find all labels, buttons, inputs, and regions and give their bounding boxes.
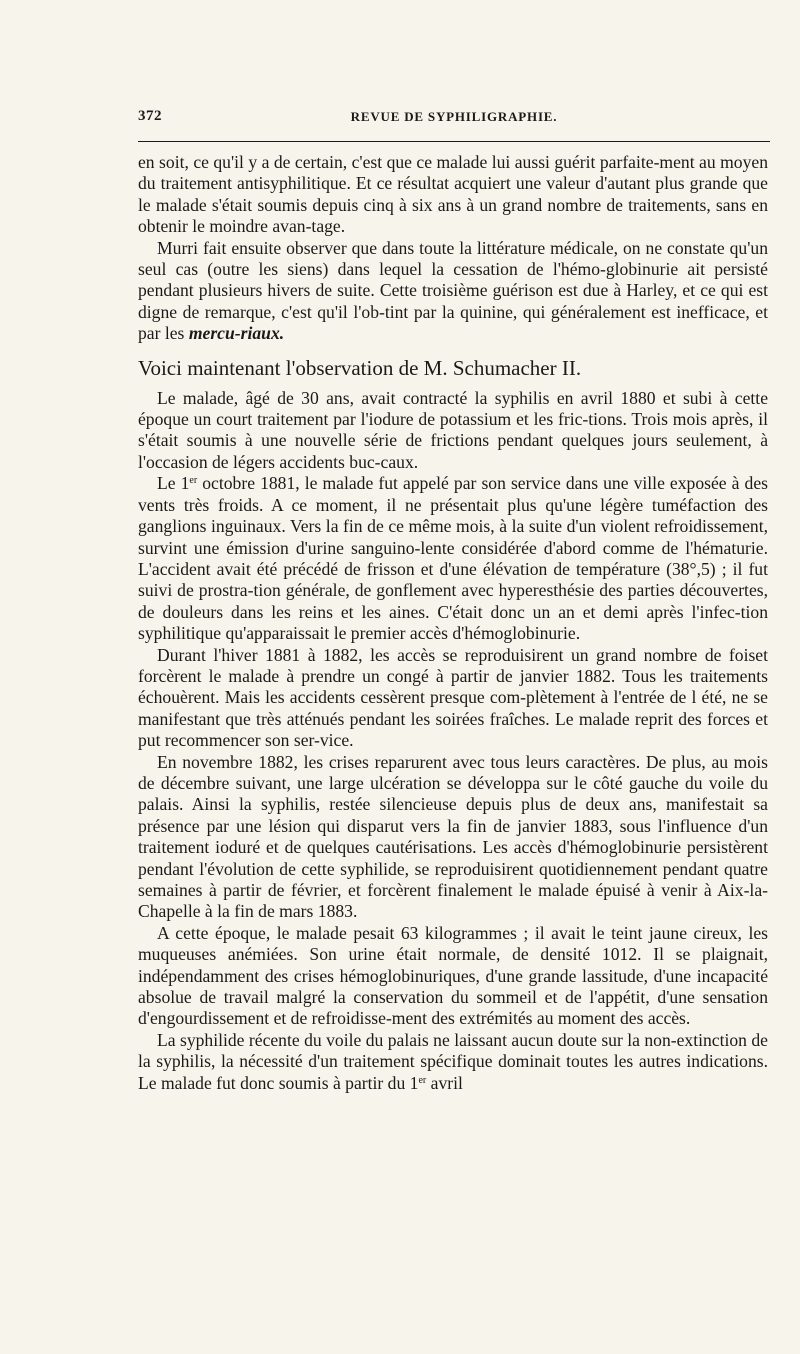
section-heading: Voici maintenant l'observation de M. Schumacher II. xyxy=(138,355,582,380)
paragraph-6: En novembre 1882, les crises reparurent avec tous leurs caractères. De plus, au mois de décembre suivant, une large ulcération se développa sur le côté gauche du voile du palais. Ainsi la syphilis, restée silencieuse depuis plus de deux ans, manifestait sa présence par une lésion qui disparut vers la fin de janvier 1883, sous l'influence d'un traitement ioduré et de quelques cautérisations. Les accès d'hémoglobinurie persistèrent pendant l'évolution de cette syphilide, se reproduisirent quotidiennement pendant quatre semaines à partir de février, et forcèrent finalement le malade épuisé à venir à Aix-la-Chapelle à la fin de mars 1883. xyxy=(138,751,768,922)
paragraph-4-lead: Le 1 xyxy=(157,473,190,494)
paragraph-8-tail: avril xyxy=(426,1072,463,1093)
paragraph-2-emphasis: mercu-riaux. xyxy=(188,323,285,344)
paragraph-4-text: octobre 1881, le malade fut appelé par son service dans une ville exposée à des vents très froids. A ce moment, il ne présentait plus qu'une légère tuméfaction des ganglions inguinaux. Vers la fin de ce même mois, à la suite d'un violent refroidissement, survint une émission d'urine sanguino-lente considérée d'abord comme de l'hématurie. L'accident avait été précédé de frisson et d'une élévation de température (38°,5) ; il fut suivi de prostra-tion générale, de gonflement avec hyperesthésie des parties découvertes, de douleurs dans les reins et les aines. C'était donc un an et demi après l'infec-tion syphilitique qu'apparaissait le premier accès d'hémoglobinurie. xyxy=(138,473,768,644)
body-text xyxy=(138,152,768,1094)
paragraph-4 xyxy=(138,473,768,644)
paragraph-7: A cette époque, le malade pesait 63 kilogrammes ; il avait le teint jaune cireux, les muqueuses anémiées. Son urine était normale, de densité 1012. Il se plaignait, indépendamment des crises hémoglobinuriques, d'une grande lassitude, d'une incapacité absolue de travail malgré la conservation du sommeil et de l'appétit, d'une sensation d'engourdissement et de refroidisse-ment des extrémités au moment des accès. xyxy=(138,922,768,1029)
paragraph-5: Durant l'hiver 1881 à 1882, les accès se reproduisirent un grand nombre de foiset forcèrent le malade à prendre un congé à partir de janvier 1882. Tous les traitements échouèrent. Mais les accidents cessèrent presque com-plètement à l'entrée de l été, ne se manifestant que très atténués pendant les soirées fraîches. Le malade reprit des forces et put recommencer son ser-vice. xyxy=(138,644,768,751)
paragraph-8-text: La syphilide récente du voile du palais ne laissant aucun doute sur la non-extinction de la syphilis, la nécessité d'un traitement spécifique dominait toutes les autres indications. Le malade fut donc soumis à partir du 1 xyxy=(138,1029,768,1093)
page-number: 372 xyxy=(138,108,162,124)
paragraph-8 xyxy=(138,1030,768,1094)
paragraph-3: Le malade, âgé de 30 ans, avait contracté la syphilis en avril 1880 et subi à cette époque un court traitement par l'iodure de potassium et les fric-tions. Trois mois après, il s'était soumis à une nouvelle série de frictions pendant quelques jours seulement, à l'occasion de légers accidents buc-caux. xyxy=(138,387,768,472)
paragraph-1: en soit, ce qu'il y a de certain, c'est que ce malade lui aussi guérit parfaite-ment au moyen du traitement antisyphilitique. Et ce résultat acquiert une valeur d'autant plus grande que le malade s'était soumis depuis cinq à six ans à un grand nombre de traitements, sans en obtenir le moindre avan-tage. xyxy=(138,152,768,237)
ordinal-superscript: er xyxy=(418,1074,427,1086)
running-title: REVUE DE SYPHILIGRAPHIE. xyxy=(350,109,558,124)
paragraph-2-text: Murri fait ensuite observer que dans toute la littérature médicale, on ne constate qu'un seul cas (outre les siens) dans lequel la cessation de l'hémo-globinurie ait persisté pendant plusieurs hivers de suite. Cette troisième guérison est due à Harley, et ce qui est digne de remarque, c'est qu'il l'ob-tint par la quinine, qui généralement est inefficace, et par les xyxy=(138,237,768,344)
header-rule xyxy=(138,141,770,142)
page-header xyxy=(138,108,770,130)
paragraph-2 xyxy=(138,238,768,345)
ordinal-superscript: er xyxy=(189,475,198,487)
